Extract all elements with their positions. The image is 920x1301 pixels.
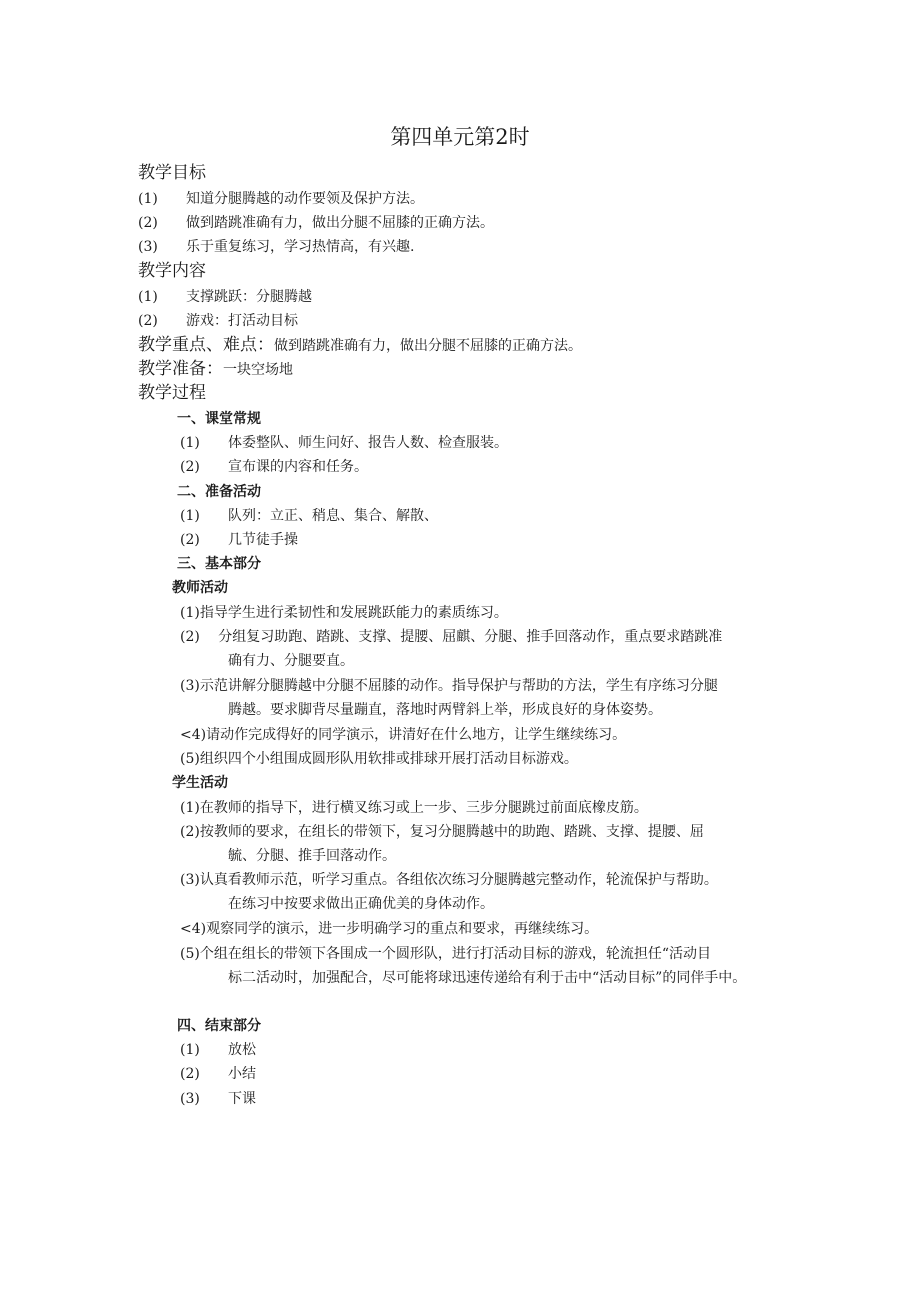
content-item: (2) 游戏：打活动目标	[138, 313, 298, 329]
objective-item: (3) 乐于重复练习，学习热情高，有兴趣.	[138, 239, 415, 255]
content-item: (1) 支撑跳跃：分腿腾越	[138, 289, 312, 305]
list-item: (2) 宣布课的内容和任务。	[180, 459, 368, 475]
section-title: 三、基本部分	[177, 556, 261, 572]
list-item: (1) 放松	[180, 1042, 256, 1058]
document-title: 第四单元第2时	[390, 125, 530, 149]
student-activity-item: (3)认真看教师示范，听学习重点。各组依次练习分腿腾越完整动作，轮流保护与帮助。 在练习中按要求做出正确优美的身体动作。	[180, 872, 718, 912]
list-item: (2) 几节徒手操	[180, 532, 298, 548]
section-title: 二、准备活动	[177, 484, 261, 500]
key-points: 教学重点、难点：做到踏跳准确有力，做出分腿不屈膝的正确方法。	[138, 335, 582, 355]
objectives-heading: 教学目标	[138, 163, 206, 183]
student-activity-item: (5)个组在组长的带领下各围成一个圆形队，进行打活动目标的游戏，轮流担任“活动目 标二活动时，加强配合，尽可能将球迅速传递给有利于击中“活动目标”的同伴手中。	[180, 946, 747, 986]
list-item: (1) 队列：立正、稍息、集合、解散、	[180, 508, 438, 524]
student-activities-title: 学生活动	[172, 775, 228, 791]
preparation: 教学准备：一块空场地	[138, 359, 293, 379]
teacher-activity-item: (5)组织四个小组围成圆形队用软排或排球开展打活动目标游戏。	[180, 751, 578, 767]
teacher-activity-item: (1)指导学生进行柔韧性和发展跳跃能力的素质练习。	[180, 605, 508, 621]
section-title: 一、课堂常规	[177, 411, 261, 427]
objective-item: (1) 知道分腿腾越的动作要领及保护方法。	[138, 191, 424, 207]
list-item: (3) 下课	[180, 1091, 256, 1107]
teacher-activities-title: 教师活动	[172, 580, 228, 596]
student-activity-item: (2)按教师的要求，在组长的带领下，复习分腿腾越中的助跑、踏跳、支撑、提腰、屈 毓、分腿、推手回落动作。	[180, 824, 704, 864]
objective-item: (2) 做到踏跳准确有力，做出分腿不屈膝的正确方法。	[138, 215, 494, 231]
student-activity-item: <4)观察同学的演示，进一步明确学习的重点和要求，再继续练习。	[180, 921, 599, 937]
student-activity-item: (1)在教师的指导下，进行横叉练习或上一步、三步分腿跳过前面底橡皮筋。	[180, 800, 648, 816]
content-heading: 教学内容	[138, 261, 206, 281]
process-heading: 教学过程	[138, 383, 206, 403]
teacher-activity-item: (2) 分组复习助跑、踏跳、支撑、提腰、屈麒、分腿、推手回落动作，重点要求踏跳准 确有力、分腿要直。	[180, 629, 723, 669]
section-title: 四、结束部分	[177, 1018, 261, 1034]
list-item: (1) 体委整队、师生问好、报告人数、检查服装。	[180, 435, 508, 451]
teacher-activity-item: (3)示范讲解分腿腾越中分腿不屈膝的动作。指导保护与帮助的方法，学生有序练习分腿 腾越。要求脚背尽量蹦直，落地时两臂斜上举，形成良好的身体姿势。	[180, 678, 718, 718]
list-item: (2) 小结	[180, 1066, 256, 1082]
teacher-activity-item: <4)请动作完成得好的同学演示，讲清好在什么地方，让学生继续练习。	[180, 727, 627, 743]
